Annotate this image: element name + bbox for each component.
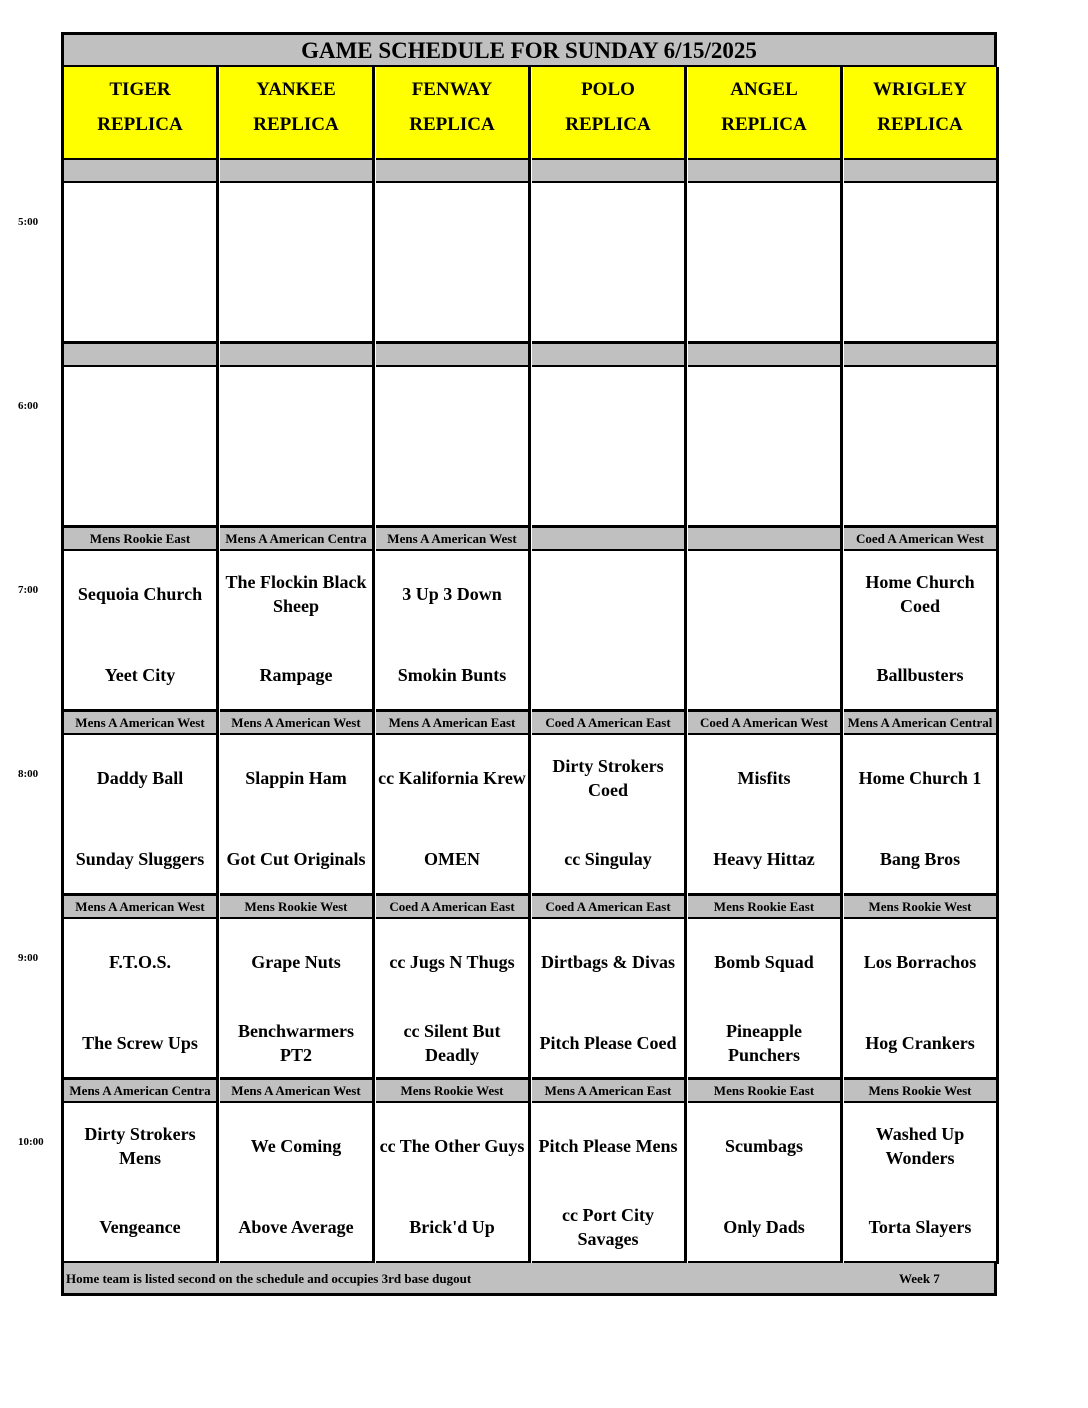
away-team	[688, 199, 840, 253]
game-cell	[532, 367, 687, 528]
game-cell	[64, 919, 219, 1080]
division-label: Mens A American West	[220, 712, 375, 736]
home-team: Got Cut Originals	[226, 849, 366, 869]
game-cell	[376, 1103, 531, 1264]
home-team: Yeet City	[104, 665, 176, 685]
division-label: Mens A American Centra	[64, 1080, 219, 1104]
game-cell	[844, 735, 999, 896]
division-label	[532, 528, 687, 552]
division-label: Mens A American West	[376, 528, 531, 552]
division-label	[844, 160, 999, 184]
game-cell	[844, 1103, 999, 1264]
away-team	[376, 383, 528, 437]
home-team: Rampage	[259, 665, 333, 685]
game-cell	[376, 367, 531, 528]
home-team: Ballbusters	[876, 665, 964, 685]
field-name: TIGER	[109, 79, 171, 100]
division-label	[688, 344, 843, 368]
field-column-wrigley	[844, 67, 999, 1263]
game-cell	[376, 551, 531, 712]
home-team	[376, 280, 528, 334]
home-team	[688, 648, 840, 702]
home-team: Bang Bros	[879, 849, 961, 869]
home-team: Vengeance	[99, 1217, 181, 1237]
game-cell	[64, 735, 219, 896]
home-team: Smokin Bunts	[397, 665, 507, 685]
field-column-fenway	[376, 67, 531, 1263]
field-subtitle: REPLICA	[253, 114, 339, 135]
game-cell	[220, 551, 375, 712]
field-name: ANGEL	[730, 79, 798, 100]
away-team: We Coming	[250, 1136, 342, 1156]
division-label	[64, 160, 219, 184]
division-label	[220, 344, 375, 368]
away-team	[532, 567, 684, 621]
home-team	[532, 464, 684, 518]
away-team: Pitch Please Mens	[538, 1136, 678, 1156]
field-header	[688, 67, 843, 161]
division-label	[220, 160, 375, 184]
division-label: Mens A American West	[220, 1080, 375, 1104]
game-cell	[688, 183, 843, 344]
division-label: Mens Rookie East	[64, 528, 219, 552]
away-team	[376, 199, 528, 253]
away-team	[844, 383, 996, 437]
home-team	[64, 464, 216, 518]
home-team	[844, 464, 996, 518]
game-cell	[844, 367, 999, 528]
division-label	[64, 344, 219, 368]
field-name: POLO	[581, 79, 635, 100]
time-label: 7:00	[18, 584, 39, 596]
field-subtitle: REPLICA	[409, 114, 495, 135]
home-team	[220, 464, 372, 518]
game-cell	[688, 1103, 843, 1264]
game-cell	[532, 551, 687, 712]
game-cell	[532, 1103, 687, 1264]
field-header	[220, 67, 375, 161]
home-team	[532, 280, 684, 334]
game-cell	[844, 183, 999, 344]
home-team	[688, 464, 840, 518]
division-label: Mens A American West	[64, 896, 219, 920]
home-team: Benchwarmers PT2	[238, 1021, 354, 1065]
game-cell	[532, 919, 687, 1080]
division-label	[688, 160, 843, 184]
time-label: 6:00	[18, 400, 39, 412]
away-team: Dirty Strokers Mens	[84, 1124, 196, 1168]
away-team: F.T.O.S.	[108, 952, 172, 972]
game-cell	[64, 551, 219, 712]
field-header	[844, 67, 999, 161]
division-label: Coed A American East	[532, 896, 687, 920]
away-team: 3 Up 3 Down	[402, 584, 502, 604]
away-team: cc Jugs N Thugs	[389, 952, 515, 972]
division-label: Mens Rookie West	[376, 1080, 531, 1104]
away-team: Washed Up Wonders	[875, 1124, 965, 1168]
home-team: Only Dads	[723, 1217, 805, 1237]
time-column	[0, 0, 60, 1408]
away-team: Dirtbags & Divas	[541, 952, 675, 972]
division-label: Mens A American East	[376, 712, 531, 736]
away-team: Home Church Coed	[865, 572, 975, 616]
away-team: Los Borrachos	[863, 952, 977, 972]
away-team: Scumbags	[724, 1136, 804, 1156]
field-column-tiger	[64, 67, 219, 1263]
division-label: Mens A American Centra	[220, 528, 375, 552]
division-label	[376, 160, 531, 184]
game-cell	[376, 919, 531, 1080]
away-team	[688, 383, 840, 437]
field-name: WRIGLEY	[873, 79, 967, 100]
field-column-polo	[532, 67, 687, 1263]
division-label	[532, 160, 687, 184]
field-subtitle: REPLICA	[721, 114, 807, 135]
time-label: 5:00	[18, 216, 39, 228]
game-cell	[688, 919, 843, 1080]
division-label: Mens A American Central	[844, 712, 999, 736]
time-label: 9:00	[18, 952, 39, 964]
home-team: cc Singulay	[564, 849, 652, 869]
home-team	[220, 280, 372, 334]
game-cell	[220, 183, 375, 344]
footer-note: Home team is listed second on the schedule and occupies 3rd base dugout	[66, 1271, 472, 1286]
home-team: cc Silent But Deadly	[403, 1021, 501, 1065]
home-team: Sunday Sluggers	[75, 849, 205, 869]
away-team: The Flockin Black Sheep	[225, 572, 367, 616]
field-column-angel	[688, 67, 843, 1263]
division-label	[688, 528, 843, 552]
home-team: cc Port City Savages	[562, 1205, 654, 1249]
game-cell	[532, 183, 687, 344]
game-cell	[220, 367, 375, 528]
home-team: The Screw Ups	[82, 1033, 198, 1053]
away-team: Daddy Ball	[96, 768, 184, 788]
division-label	[532, 344, 687, 368]
away-team	[64, 383, 216, 437]
home-team: Hog Crankers	[865, 1033, 975, 1053]
away-team	[844, 199, 996, 253]
field-header	[532, 67, 687, 161]
game-cell	[376, 735, 531, 896]
home-team: Above Average	[238, 1217, 354, 1237]
game-cell	[688, 551, 843, 712]
game-cell	[376, 183, 531, 344]
away-team	[532, 199, 684, 253]
field-subtitle: REPLICA	[877, 114, 963, 135]
division-label	[844, 344, 999, 368]
game-cell	[64, 1103, 219, 1264]
division-label: Mens Rookie West	[844, 896, 999, 920]
game-cell	[844, 919, 999, 1080]
away-team: cc The Other Guys	[379, 1136, 525, 1156]
schedule-title: GAME SCHEDULE FOR SUNDAY 6/15/2025	[64, 35, 994, 67]
game-cell	[220, 919, 375, 1080]
time-label: 8:00	[18, 768, 39, 780]
away-team: Grape Nuts	[251, 952, 341, 972]
field-column-yankee	[220, 67, 375, 1263]
away-team	[688, 567, 840, 621]
division-label: Mens A American East	[532, 1080, 687, 1104]
game-cell	[688, 735, 843, 896]
week-label: Week 7	[899, 1271, 940, 1286]
field-header	[64, 67, 219, 161]
field-header	[376, 67, 531, 161]
division-label: Mens Rookie West	[220, 896, 375, 920]
division-label: Coed A American East	[532, 712, 687, 736]
home-team: Torta Slayers	[868, 1217, 972, 1237]
home-team: OMEN	[424, 849, 480, 869]
game-cell	[64, 367, 219, 528]
game-cell	[532, 735, 687, 896]
footer-bar	[64, 1263, 994, 1293]
away-team: cc Kalifornia Krew	[378, 768, 526, 788]
field-name: FENWAY	[411, 79, 493, 100]
game-cell	[64, 183, 219, 344]
game-cell	[688, 367, 843, 528]
away-team: Bomb Squad	[714, 952, 814, 972]
away-team: Dirty Strokers Coed	[552, 756, 664, 800]
field-name: YANKEE	[256, 79, 336, 100]
away-team: Slappin Ham	[245, 768, 347, 788]
division-label: Coed A American West	[844, 528, 999, 552]
away-team: Misfits	[737, 768, 791, 788]
division-label: Coed A American East	[376, 896, 531, 920]
division-label	[376, 344, 531, 368]
away-team	[220, 199, 372, 253]
division-label: Mens Rookie East	[688, 896, 843, 920]
game-cell	[220, 735, 375, 896]
home-team: Brick'd Up	[409, 1217, 495, 1237]
away-team: Home Church 1	[858, 768, 982, 788]
schedule-table	[61, 32, 997, 1296]
away-team	[64, 199, 216, 253]
away-team: Sequoia Church	[77, 584, 203, 604]
game-cell	[220, 1103, 375, 1264]
home-team	[64, 280, 216, 334]
field-subtitle: REPLICA	[565, 114, 651, 135]
division-label: Mens Rookie East	[688, 1080, 843, 1104]
home-team: Pitch Please Coed	[539, 1033, 677, 1053]
away-team	[532, 383, 684, 437]
time-label: 10:00	[18, 1136, 44, 1148]
field-subtitle: REPLICA	[97, 114, 183, 135]
division-label: Mens Rookie West	[844, 1080, 999, 1104]
game-cell	[844, 551, 999, 712]
home-team	[532, 648, 684, 702]
division-label: Mens A American West	[64, 712, 219, 736]
division-label: Coed A American West	[688, 712, 843, 736]
home-team	[844, 280, 996, 334]
home-team	[376, 464, 528, 518]
home-team: Heavy Hittaz	[713, 849, 815, 869]
away-team	[220, 383, 372, 437]
home-team	[688, 280, 840, 334]
home-team: Pineapple Punchers	[725, 1021, 802, 1065]
